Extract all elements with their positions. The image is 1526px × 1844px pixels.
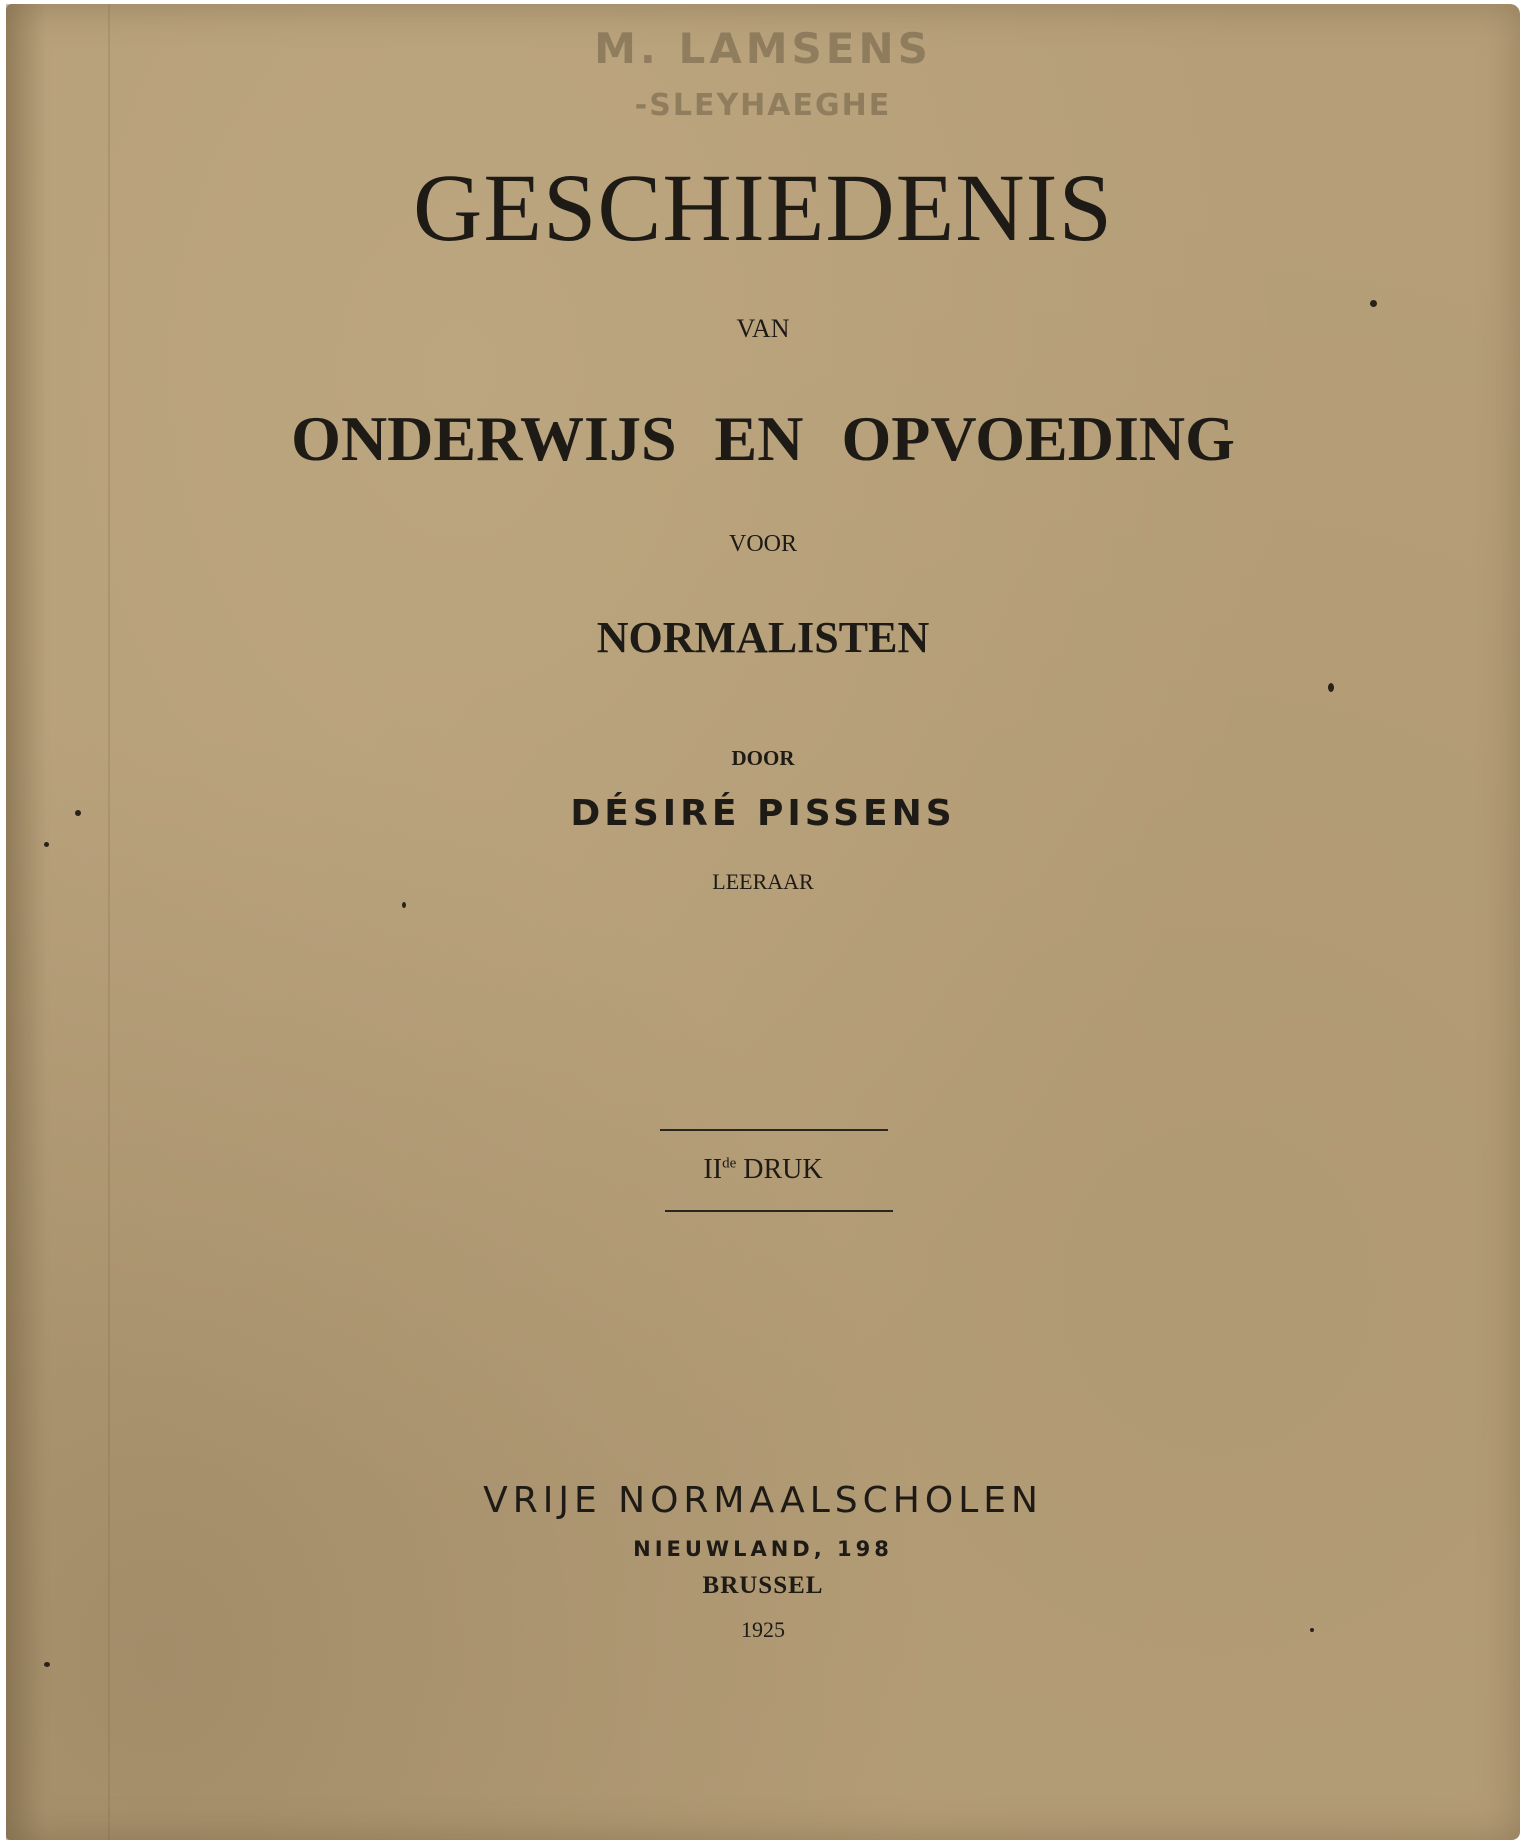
title-connector-voor: VOOR	[728, 531, 797, 557]
paper-speck	[1310, 1628, 1314, 1632]
edition-suffix: de	[722, 1155, 737, 1172]
edition-rule-bottom	[665, 1210, 893, 1212]
publisher-address: NIEUWLAND, 198	[633, 1537, 893, 1561]
owner-stamp-line1: M. LAMSENS	[594, 24, 932, 73]
author-role: LEERAAR	[712, 869, 814, 894]
paper-speck	[1370, 300, 1377, 307]
publisher-city: BRUSSEL	[702, 1572, 824, 1599]
edition-label: DRUK	[743, 1154, 823, 1185]
book-cover	[6, 4, 1520, 1840]
paper-speck	[75, 810, 81, 816]
edition-statement	[0, 1154, 1526, 1186]
author-name: DÉSIRÉ PISSENS	[570, 793, 956, 834]
book-audience: NORMALISTEN	[596, 613, 930, 662]
book-title: GESCHIEDENIS	[413, 154, 1113, 261]
book-subject: ONDERWIJS EN OPVOEDING	[291, 403, 1235, 474]
paper-speck	[44, 1662, 50, 1667]
owner-stamp-line2: -SLEYHAEGHE	[634, 88, 892, 123]
title-connector-van: VAN	[736, 314, 790, 343]
spine-edge	[6, 4, 46, 1840]
paper-speck	[44, 842, 49, 847]
edition-rule-top	[660, 1129, 888, 1131]
publication-year: 1925	[741, 1617, 785, 1642]
edition-number: II	[703, 1154, 723, 1185]
publisher-name: VRIJE NORMAALSCHOLEN	[483, 1480, 1043, 1521]
spine-fold-line	[108, 4, 110, 1840]
paper-speck	[402, 902, 406, 908]
by-label: DOOR	[731, 746, 795, 770]
paper-speck	[1328, 683, 1334, 692]
